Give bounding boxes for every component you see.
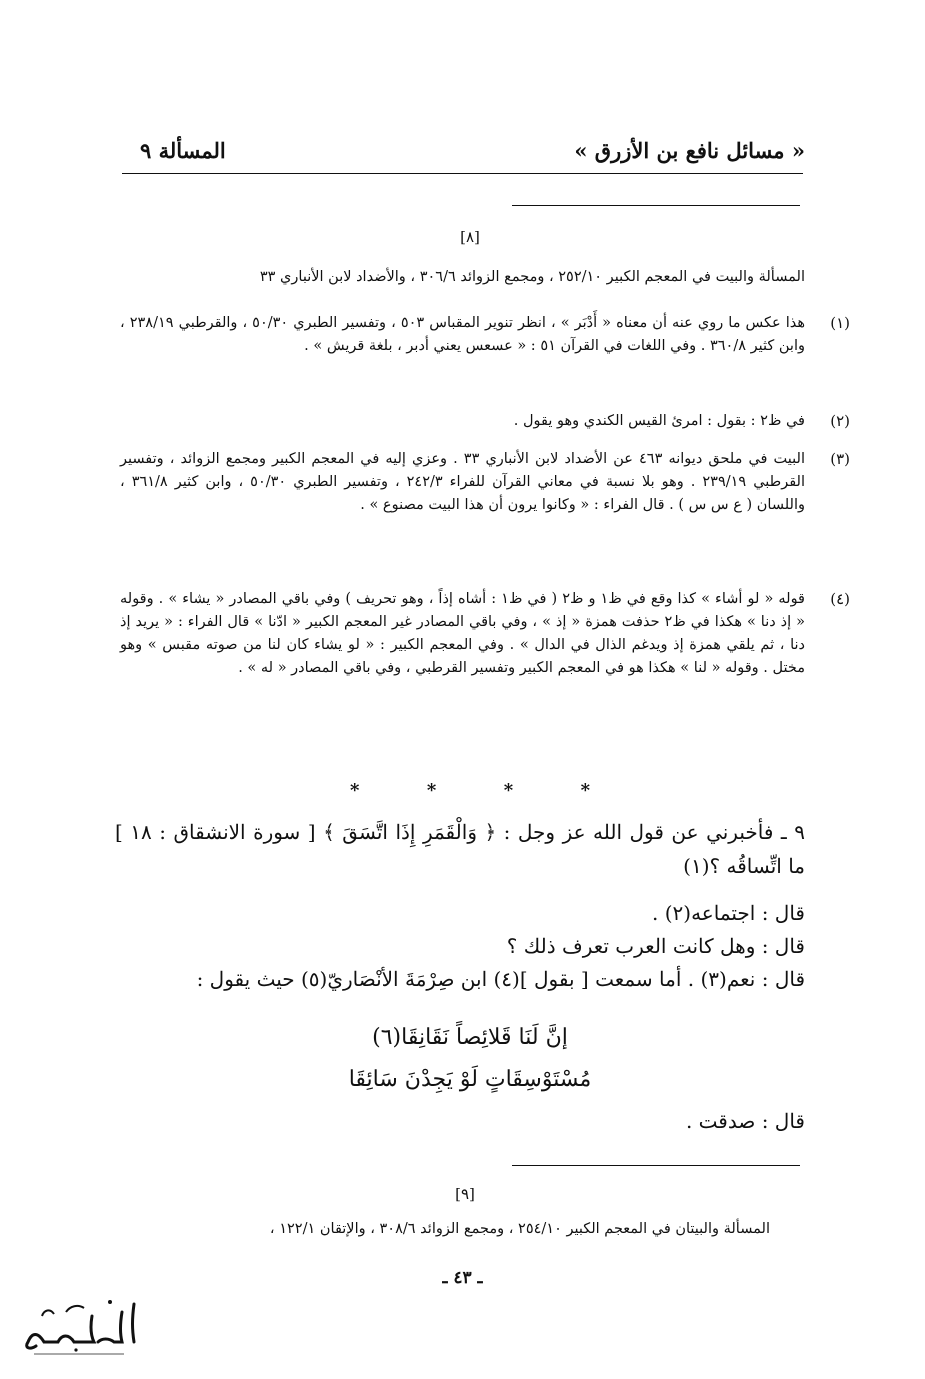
section-separator xyxy=(350,780,590,801)
chapter-label: المسألة ٩ xyxy=(140,138,226,163)
footnote-text: المسألة والبيتان في المعجم الكبير ٢٥٤/١٠ ، ومجمع الزوائد ٣٠٨/٦ ، والإتقان ١٢٢/١ ، xyxy=(269,1221,770,1237)
footnote-number: (٣) xyxy=(830,450,850,468)
footnote-item xyxy=(120,312,850,358)
separator-star: * xyxy=(503,780,514,801)
header-rule xyxy=(122,173,803,174)
answer-line: قال : اجتماعه(٢) . xyxy=(652,901,805,925)
footnote-number: (١) xyxy=(830,314,850,332)
footnote-number: (٤) xyxy=(830,590,850,608)
page-number: ـ ٤٣ ـ xyxy=(442,1268,483,1288)
footnote-item xyxy=(120,588,850,680)
question-line: قال : وهل كانت العرب تعرف ذلك ؟ xyxy=(506,934,805,958)
footnote-text: في ظ٢ : بقول : امرئ القيس الكندي وهو يقول . xyxy=(513,413,805,429)
answer-line: قال : نعم(٣) . أما سمعت [ بقول ](٤) ابن صِرْمَةَ الأنْصَاريّ(٥) حيث يقول : xyxy=(196,967,805,991)
separator-star: * xyxy=(350,780,360,801)
question-text: ٩ ـ فأخبرني عن قول الله عز وجل : ﴿ وَالْقَمَرِ إِذَا اتَّسَقَ ﴾ [ سورة الانشقاق : ١٨ ] ما اتِّساقُه ؟(١) xyxy=(115,820,805,878)
answer-line: قال : صدقت . xyxy=(685,1109,805,1133)
footnote-text: هذا عكس ما روي عنه أن معناه « أَدْبَر » ، انظر تنوير المقباس ٥٠٣ ، وتفسير الطبري ٥٠/٣٠ ، والقرطبي ٢٣٨/١٩ ، وابن كثير ٣٦٠/٨ . وفي اللغات في القرآن ٥١ : « عسعس يعني أدبر ، بلغة قريش » . xyxy=(120,315,805,354)
separator-star: * xyxy=(580,780,590,801)
footnote-item xyxy=(120,448,850,517)
calligraphy-logo xyxy=(14,1294,144,1362)
footnote-text: البيت في ملحق ديوانه ٤٦٣ عن الأضداد لابن الأنباري ٣٣ . وعزي إليه في المعجم الكبير ومجمع الزوائد ، وتفسير القرطبي ٢٣٩/١٩ . وهو بلا نسبة في معاني القرآن للفراء ٢٤٢/٣ ، وتفسير الطبري ٥٠/٣٠ ، وابن كثير ٣٦١/٨ ، واللسان ( ع س س ) . قال الفراء : « وكانوا يرون أن هذا البيت مصنوع » . xyxy=(120,451,805,513)
separator-star: * xyxy=(426,780,437,801)
footnote-separator-bottom xyxy=(512,1165,800,1166)
footnote-item xyxy=(120,410,850,433)
footnote-number: (٢) xyxy=(830,412,850,430)
footnote-intro: المسألة والبيت في المعجم الكبير ٢٥٢/١٠ ، ومجمع الزوائد ٣٠٦/٦ ، والأضداد لابن الأنباري ٣٣ xyxy=(259,269,805,285)
poem-verse: مُسْتَوْسِقَاتٍ لَوْ يَجِدْنَ سَائِقَا xyxy=(348,1067,592,1092)
logo-icon xyxy=(14,1294,144,1362)
book-title: « مسائل نافع بن الأزرق » xyxy=(574,138,805,163)
footnote-text: قوله « لو أشاء » كذا وقع في ظ١ و ظ٢ ( في ظ١ : أشاه إذاً ، وهو تحريف ) وفي باقي المصادر « يشاء » . وقوله « إذ دنا » هكذا في ظ٢ حذفت همزة « إذ » ، وفي باقي المصادر غير المعجم الكبير « ادّنا » قال الفراء : « يريد إذ دنا ، ثم يلقي همزة إذ ويدغم الذال في الدال » . وفي المعجم الكبير : « لو يشاء كان لنا من صوته مقبس » وهو مختل . وقوله « لنا » هكذا هو في المعجم الكبير وتفسير القرطبي ، وفي باقي المصادر « له » . xyxy=(120,591,806,676)
footnote-label-9: [٩] xyxy=(455,1185,475,1203)
footnote-separator-top xyxy=(512,205,800,206)
poem-verse: إنَّ لَنَا قَلائِصاً نَقَانِقَا(٦) xyxy=(372,1025,568,1050)
footnote-label-8: [٨] xyxy=(460,228,480,246)
